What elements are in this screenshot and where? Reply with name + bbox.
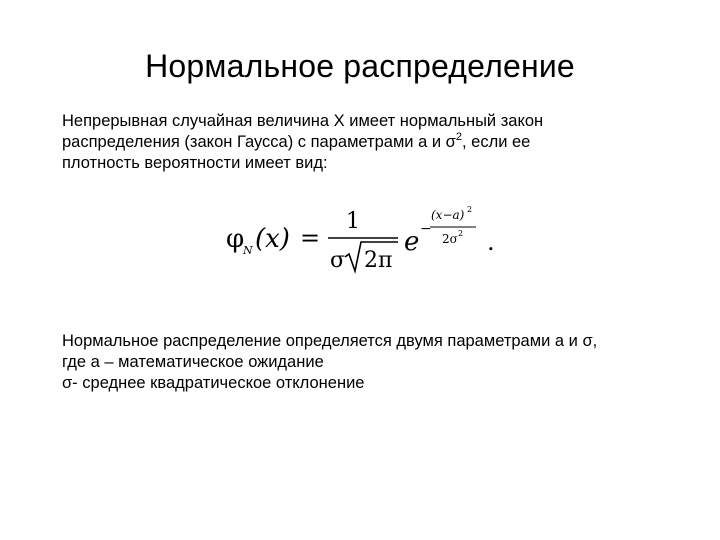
formula-exp-numerator: (x−a) (431, 208, 465, 222)
intro-line-2-text: распределения (закон Гаусса) с параметрами а и σ (62, 133, 456, 151)
formula-equals: = (300, 224, 321, 252)
intro-paragraph (62, 111, 662, 174)
formula-phi: φ (226, 224, 245, 254)
formula-numerator: 1 (346, 209, 360, 234)
formula-phi-subscript: N (243, 244, 253, 257)
description-line-3: σ- среднее квадратическое отклонение (62, 374, 365, 392)
description-line-2: где а – математическое ожидание (62, 353, 324, 371)
normal-density-formula (224, 200, 514, 284)
formula-exp-denominator-power: 2 (458, 229, 464, 238)
formula-exp-base: e (404, 227, 420, 257)
formula-period: . (487, 228, 495, 256)
formula-exp-minus: − (420, 221, 432, 237)
formula-exp-denominator: 2σ (442, 232, 458, 246)
slide-title: Нормальное распределение (145, 48, 575, 84)
sigma-squared-exponent: 2 (455, 131, 462, 143)
description-paragraph (62, 331, 662, 394)
intro-line-2-end: , если ее (461, 133, 531, 151)
intro-line-3: плотность вероятности имеет вид: (62, 154, 328, 172)
formula-den-sigma: σ (330, 248, 346, 273)
intro-line-1: Непрерывная случайная величина Х имеет нормальный закон (62, 112, 544, 130)
formula-exp-numerator-power: 2 (467, 205, 473, 214)
description-line-1: Нормальное распределение определяется двумя параметрами а и σ, (62, 332, 598, 350)
formula-argument: (x) (255, 224, 290, 254)
intro-line-2 (62, 132, 662, 153)
formula-den-radicand: 2π (364, 248, 393, 273)
